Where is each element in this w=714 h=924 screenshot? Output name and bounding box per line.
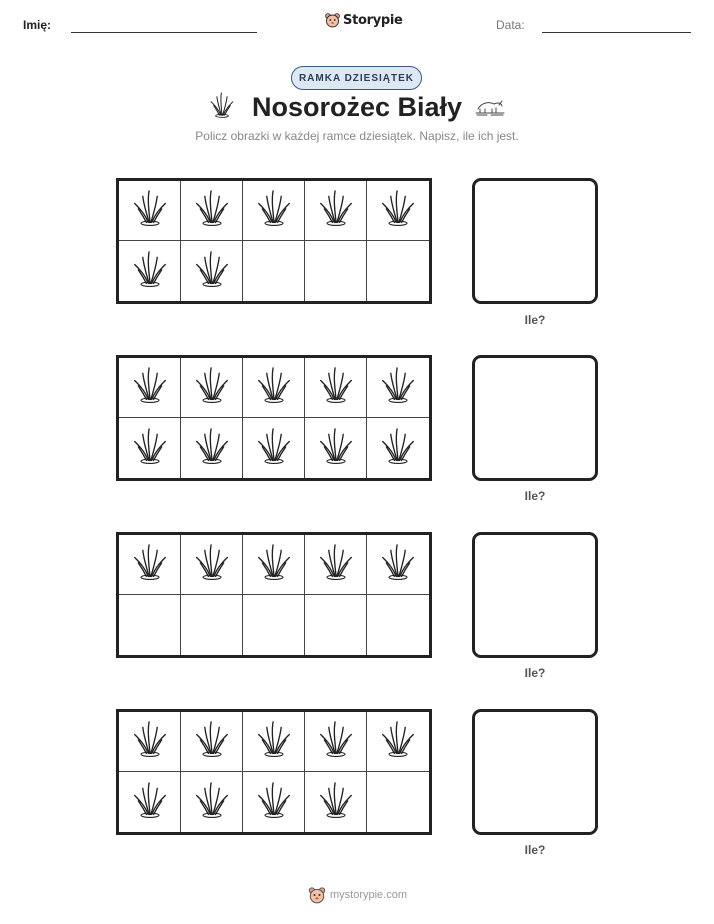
instructions: Policz obrazki w każdej ramce dziesiątek. Napisz, ile ich jest.	[195, 129, 519, 143]
grass-tuft-icon	[380, 719, 416, 764]
worksheet-type-badge: RAMKA DZIESIĄTEK	[291, 66, 422, 90]
grass-tuft-icon	[256, 365, 292, 410]
grass-tuft-icon	[256, 780, 292, 825]
grass-tuft-icon	[380, 542, 416, 587]
frame-cell	[243, 181, 305, 241]
grass-tuft-icon	[318, 542, 354, 587]
answer-prompt: Ile?	[524, 313, 546, 327]
grass-tuft-icon	[194, 249, 230, 294]
grass-tuft-icon	[132, 719, 168, 764]
answer-prompt: Ile?	[524, 843, 546, 857]
grass-tuft-icon	[194, 719, 230, 764]
brand-name: Storypie	[343, 12, 403, 28]
grass-tuft-icon	[318, 188, 354, 233]
date-label: Data:	[496, 18, 525, 32]
grass-tuft-icon	[132, 542, 168, 587]
frame-cell	[367, 772, 429, 832]
footer	[308, 886, 407, 904]
frame-cell	[305, 595, 367, 655]
frame-cell	[305, 535, 367, 595]
grass-tuft-icon	[132, 249, 168, 294]
frame-cell	[367, 181, 429, 241]
frame-cell	[181, 358, 243, 418]
frame-cell	[305, 241, 367, 301]
frame-cell	[367, 241, 429, 301]
grass-tuft-icon	[256, 426, 292, 471]
rhino-savanna-icon	[475, 96, 505, 121]
grass-tuft-icon	[318, 719, 354, 764]
grass-tuft-icon	[132, 188, 168, 233]
grass-tuft-icon	[256, 188, 292, 233]
frame-cell	[243, 535, 305, 595]
frame-cell	[119, 241, 181, 301]
frame-cell	[119, 595, 181, 655]
grass-tuft-icon	[318, 365, 354, 410]
frame-cell	[119, 181, 181, 241]
frame-cell	[305, 772, 367, 832]
frame-cell	[181, 595, 243, 655]
grass-tuft-icon	[194, 542, 230, 587]
frame-cell	[119, 712, 181, 772]
storypie-mascot-icon	[325, 12, 340, 28]
frame-cell	[119, 418, 181, 478]
frame-cell	[119, 358, 181, 418]
frame-cell	[305, 712, 367, 772]
grass-tuft-icon	[132, 426, 168, 471]
frame-cell	[181, 712, 243, 772]
frame-cell	[243, 358, 305, 418]
frame-cell	[181, 418, 243, 478]
frame-cell	[305, 181, 367, 241]
frame-cell	[367, 358, 429, 418]
answer-prompt: Ile?	[524, 489, 546, 503]
grass-tuft-icon	[194, 365, 230, 410]
frame-cell	[305, 418, 367, 478]
frame-cell	[181, 772, 243, 832]
frame-cell	[181, 181, 243, 241]
grass-tuft-icon	[132, 365, 168, 410]
grass-tuft-icon	[194, 426, 230, 471]
frame-cell	[243, 595, 305, 655]
answer-box[interactable]	[472, 709, 598, 835]
grass-tuft-icon	[194, 188, 230, 233]
grass-tuft-icon	[380, 426, 416, 471]
answer-box[interactable]	[472, 355, 598, 481]
frame-cell	[367, 535, 429, 595]
grass-tuft-icon	[194, 780, 230, 825]
name-label: Imię:	[23, 18, 52, 32]
date-write-line[interactable]	[542, 32, 691, 33]
frame-cell	[243, 241, 305, 301]
grass-tuft-icon	[256, 542, 292, 587]
grass-tuft-icon	[256, 719, 292, 764]
ten-frame	[116, 355, 432, 481]
answer-box[interactable]	[472, 532, 598, 658]
grass-tuft-icon	[380, 188, 416, 233]
frame-cell	[243, 712, 305, 772]
grass-tuft-icon	[318, 780, 354, 825]
answer-prompt: Ile?	[524, 666, 546, 680]
name-write-line[interactable]	[71, 32, 257, 33]
ten-frame	[116, 532, 432, 658]
grass-tuft-icon	[132, 780, 168, 825]
frame-cell	[367, 595, 429, 655]
grass-tuft-icon	[318, 426, 354, 471]
frame-cell	[305, 358, 367, 418]
ten-frame	[116, 709, 432, 835]
grass-tuft-icon	[380, 365, 416, 410]
frame-cell	[181, 241, 243, 301]
frame-cell	[367, 418, 429, 478]
frame-cell	[367, 712, 429, 772]
footer-url: mystorypie.com	[330, 889, 408, 901]
page-title: Nosorożec Biały	[251, 92, 463, 122]
frame-cell	[243, 772, 305, 832]
frame-cell	[119, 772, 181, 832]
frame-cell	[181, 535, 243, 595]
answer-box[interactable]	[472, 178, 598, 304]
brand-logo	[325, 12, 403, 28]
ten-frame	[116, 178, 432, 304]
frame-cell	[243, 418, 305, 478]
frame-cell	[119, 535, 181, 595]
storypie-mascot-icon	[308, 886, 326, 904]
